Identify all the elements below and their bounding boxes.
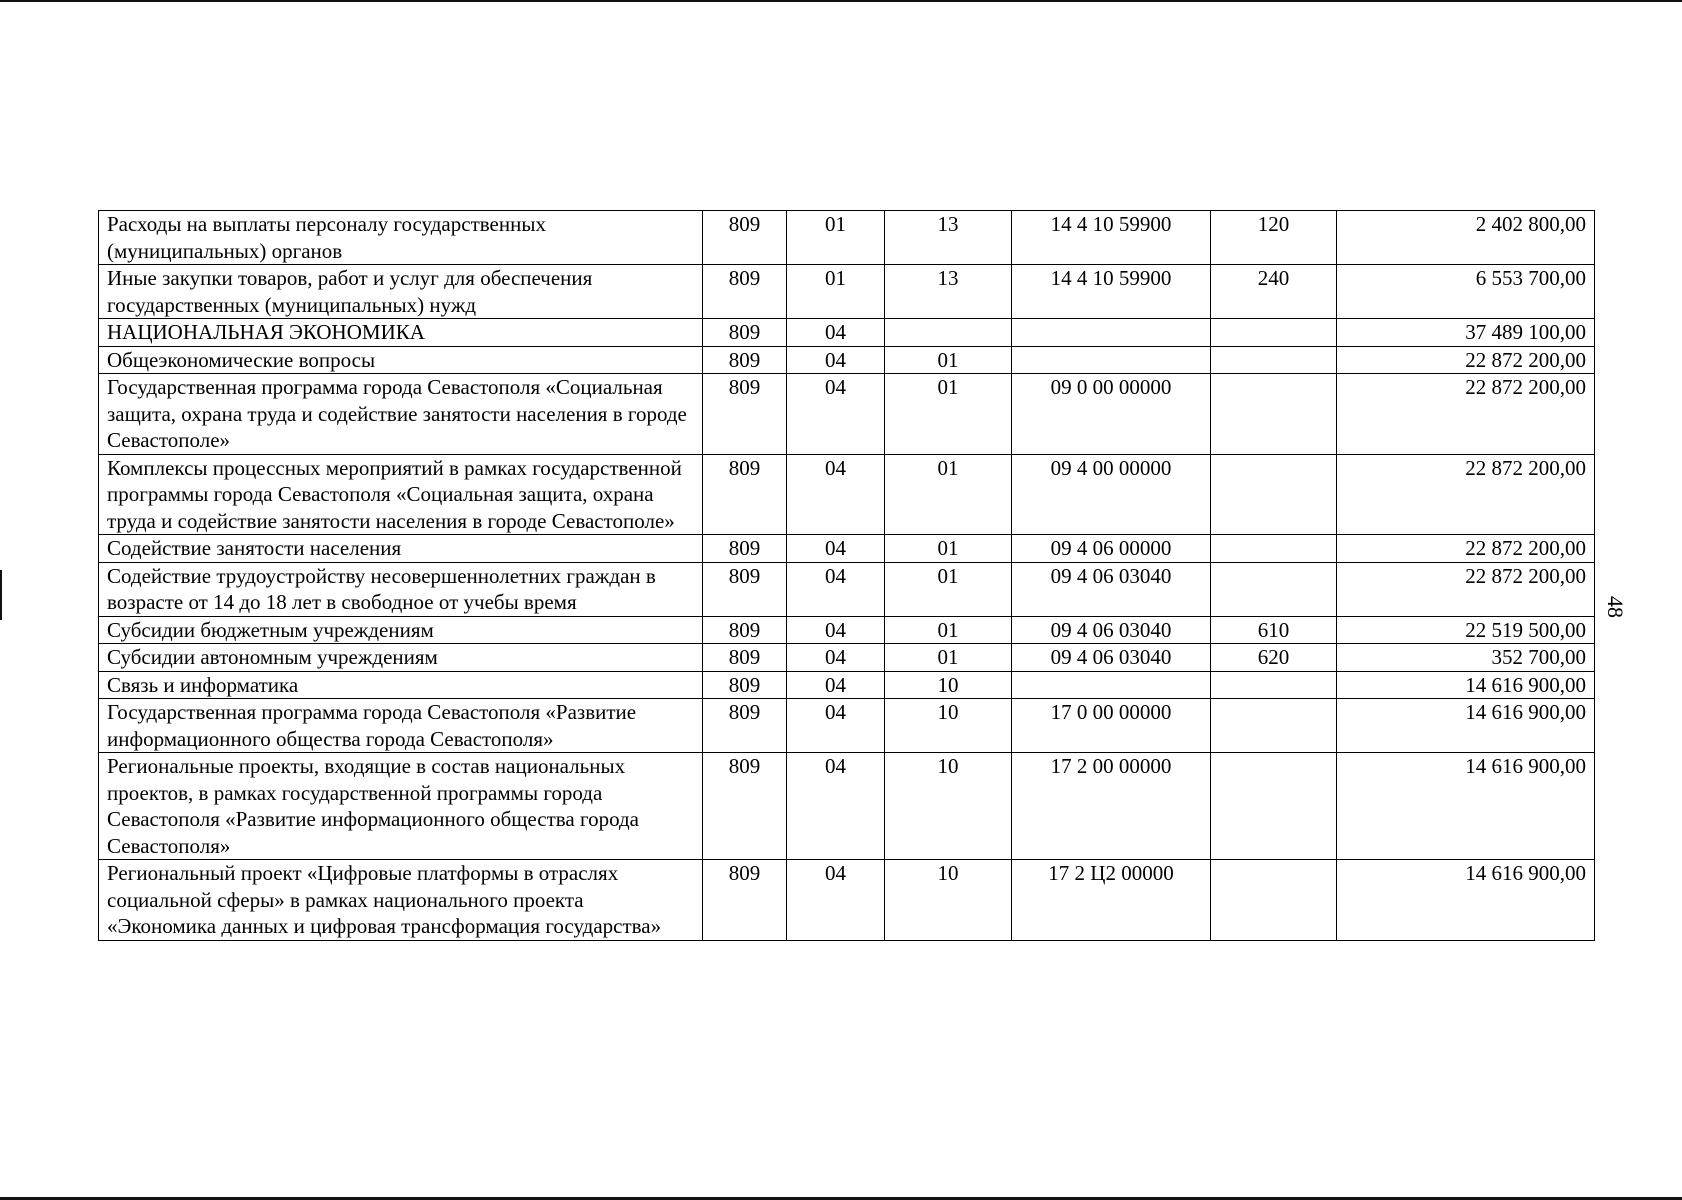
row-amount: 14 616 900,00 xyxy=(1337,699,1595,753)
table-row xyxy=(99,374,1595,455)
row-pr xyxy=(885,319,1012,347)
row-csr: 17 2 00 00000 xyxy=(1012,753,1211,860)
row-amount: 22 519 500,00 xyxy=(1337,616,1595,644)
row-pr: 13 xyxy=(885,265,1012,319)
row-vr: 240 xyxy=(1211,265,1337,319)
row-ved: 809 xyxy=(703,265,787,319)
row-amount: 22 872 200,00 xyxy=(1337,454,1595,535)
row-ved: 809 xyxy=(703,860,787,941)
row-vr xyxy=(1211,319,1337,347)
table-row xyxy=(99,319,1595,347)
row-ved: 809 xyxy=(703,671,787,699)
row-rz: 04 xyxy=(787,860,885,941)
row-rz: 04 xyxy=(787,671,885,699)
row-vr xyxy=(1211,699,1337,753)
row-ved: 809 xyxy=(703,319,787,347)
row-name: Содействие занятости населения xyxy=(99,535,703,563)
table-row xyxy=(99,346,1595,374)
row-pr: 01 xyxy=(885,644,1012,672)
row-name: Государственная программа города Севастополя «Развитие информационного общества города Севастополя» xyxy=(99,699,703,753)
row-rz: 04 xyxy=(787,535,885,563)
row-name: Общеэкономические вопросы xyxy=(99,346,703,374)
row-rz: 04 xyxy=(787,319,885,347)
row-name: Содействие трудоустройству несовершеннолетних граждан в возрасте от 14 до 18 лет в свободное от учебы время xyxy=(99,562,703,616)
row-ved: 809 xyxy=(703,454,787,535)
scan-top-border xyxy=(0,0,1682,2)
row-vr: 610 xyxy=(1211,616,1337,644)
row-vr xyxy=(1211,535,1337,563)
row-rz: 01 xyxy=(787,211,885,265)
row-csr: 17 0 00 00000 xyxy=(1012,699,1211,753)
row-ved: 809 xyxy=(703,211,787,265)
row-name: Субсидии бюджетным учреждениям xyxy=(99,616,703,644)
table-row xyxy=(99,265,1595,319)
row-csr: 09 4 06 00000 xyxy=(1012,535,1211,563)
row-name: Региональный проект «Цифровые платформы в отраслях социальной сферы» в рамках национального проекта «Экономика данных и цифровая трансформация государства» xyxy=(99,860,703,941)
row-name: Государственная программа города Севастополя «Социальная защита, охрана труда и содействие занятости населения в городе Севастополе» xyxy=(99,374,703,455)
row-csr: 09 4 06 03040 xyxy=(1012,616,1211,644)
row-ved: 809 xyxy=(703,346,787,374)
row-rz: 04 xyxy=(787,454,885,535)
row-pr: 01 xyxy=(885,346,1012,374)
row-csr xyxy=(1012,671,1211,699)
row-rz: 04 xyxy=(787,562,885,616)
table-row xyxy=(99,616,1595,644)
row-vr xyxy=(1211,374,1337,455)
budget-table xyxy=(98,210,1595,941)
row-pr: 01 xyxy=(885,454,1012,535)
row-name: НАЦИОНАЛЬНАЯ ЭКОНОМИКА xyxy=(99,319,703,347)
row-rz: 01 xyxy=(787,265,885,319)
row-pr: 01 xyxy=(885,562,1012,616)
row-vr xyxy=(1211,454,1337,535)
row-amount: 22 872 200,00 xyxy=(1337,535,1595,563)
row-rz: 04 xyxy=(787,346,885,374)
scan-left-mark xyxy=(0,570,2,620)
table-row xyxy=(99,753,1595,860)
row-rz: 04 xyxy=(787,616,885,644)
row-csr: 09 4 06 03040 xyxy=(1012,562,1211,616)
row-vr xyxy=(1211,753,1337,860)
row-pr: 10 xyxy=(885,753,1012,860)
row-pr: 01 xyxy=(885,535,1012,563)
row-pr: 10 xyxy=(885,860,1012,941)
row-rz: 04 xyxy=(787,699,885,753)
row-csr: 14 4 10 59900 xyxy=(1012,211,1211,265)
row-pr: 13 xyxy=(885,211,1012,265)
row-name: Региональные проекты, входящие в состав национальных проектов, в рамках государственной программы города Севастополя «Развитие информационного общества города Севастополя» xyxy=(99,753,703,860)
row-amount: 37 489 100,00 xyxy=(1337,319,1595,347)
row-rz: 04 xyxy=(787,753,885,860)
table-row xyxy=(99,454,1595,535)
row-csr: 09 0 00 00000 xyxy=(1012,374,1211,455)
row-name: Расходы на выплаты персоналу государственных (муниципальных) органов xyxy=(99,211,703,265)
row-vr xyxy=(1211,671,1337,699)
row-csr: 09 4 00 00000 xyxy=(1012,454,1211,535)
row-amount: 14 616 900,00 xyxy=(1337,671,1595,699)
table-row xyxy=(99,535,1595,563)
row-ved: 809 xyxy=(703,374,787,455)
row-name: Иные закупки товаров, работ и услуг для обеспечения государственных (муниципальных) нужд xyxy=(99,265,703,319)
table-row xyxy=(99,860,1595,941)
row-vr: 120 xyxy=(1211,211,1337,265)
page-number: 48 xyxy=(1603,596,1628,618)
table-row xyxy=(99,671,1595,699)
row-csr: 09 4 06 03040 xyxy=(1012,644,1211,672)
row-csr: 14 4 10 59900 xyxy=(1012,265,1211,319)
row-name: Субсидии автономным учреждениям xyxy=(99,644,703,672)
table-row xyxy=(99,699,1595,753)
row-amount: 22 872 200,00 xyxy=(1337,562,1595,616)
row-csr: 17 2 Ц2 00000 xyxy=(1012,860,1211,941)
row-ved: 809 xyxy=(703,535,787,563)
row-pr: 10 xyxy=(885,699,1012,753)
row-vr xyxy=(1211,346,1337,374)
row-pr: 10 xyxy=(885,671,1012,699)
row-amount: 2 402 800,00 xyxy=(1337,211,1595,265)
row-amount: 22 872 200,00 xyxy=(1337,346,1595,374)
table-body xyxy=(99,211,1595,941)
table-row xyxy=(99,644,1595,672)
row-ved: 809 xyxy=(703,644,787,672)
row-pr: 01 xyxy=(885,616,1012,644)
row-rz: 04 xyxy=(787,374,885,455)
row-vr xyxy=(1211,860,1337,941)
row-ved: 809 xyxy=(703,616,787,644)
row-pr: 01 xyxy=(885,374,1012,455)
row-vr xyxy=(1211,562,1337,616)
row-amount: 22 872 200,00 xyxy=(1337,374,1595,455)
row-name: Комплексы процессных мероприятий в рамках государственной программы города Севастополя «Социальная защита, охрана труда и содействие занятости населения в городе Севастополе» xyxy=(99,454,703,535)
row-ved: 809 xyxy=(703,699,787,753)
row-ved: 809 xyxy=(703,562,787,616)
row-csr xyxy=(1012,346,1211,374)
row-name: Связь и информатика xyxy=(99,671,703,699)
table-row xyxy=(99,562,1595,616)
row-ved: 809 xyxy=(703,753,787,860)
row-amount: 14 616 900,00 xyxy=(1337,753,1595,860)
row-amount: 6 553 700,00 xyxy=(1337,265,1595,319)
row-amount: 352 700,00 xyxy=(1337,644,1595,672)
row-vr: 620 xyxy=(1211,644,1337,672)
row-amount: 14 616 900,00 xyxy=(1337,860,1595,941)
table-row xyxy=(99,211,1595,265)
row-rz: 04 xyxy=(787,644,885,672)
row-csr xyxy=(1012,319,1211,347)
